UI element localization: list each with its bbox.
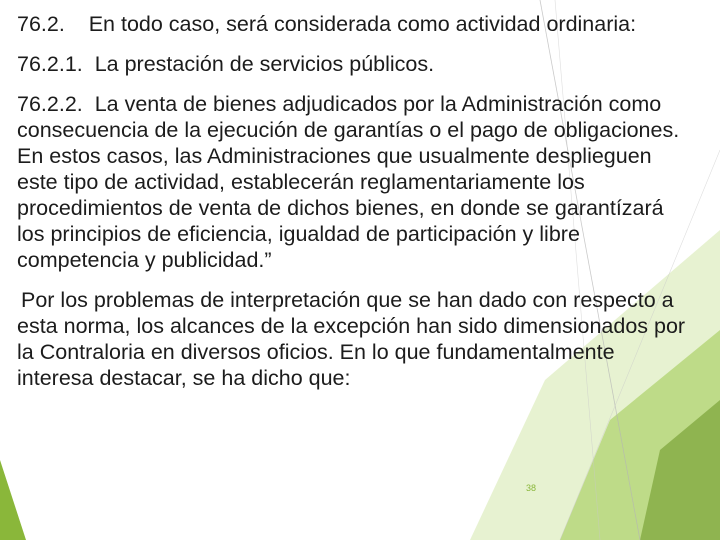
page-number: 38: [526, 483, 537, 493]
paragraph-interpretation: Por los problemas de interpretación que se han dado con respecto a esta norma, los alcances de la excepción han sido dimensionados por la Contraloria en diversos oficios. En lo que fundamentalmente interesa destacar, se ha dicho que:: [17, 288, 692, 390]
paragraph-76-2: 76.2. En todo caso, será considerada como actividad ordinaria:: [17, 12, 637, 36]
slide-content: [17, 11, 697, 391]
left-green-triangle: [0, 460, 26, 540]
paragraph-76-2-1: 76.2.1. La prestación de servicios públicos.: [17, 52, 435, 76]
paragraph-76-2-2: 76.2.2. La venta de bienes adjudicados por la Administración como consecuencia de la ejecución de garantías o el pago de obligaciones. En estos casos, las Administraciones que usualmente desplieguen este tipo de actividad, establecerán reglamentariamente los procedimientos de venta de dichos bienes, en donde se garantízará los principios de eficiencia, igualdad de participación y libre competencia y publicidad.”: [17, 92, 692, 272]
